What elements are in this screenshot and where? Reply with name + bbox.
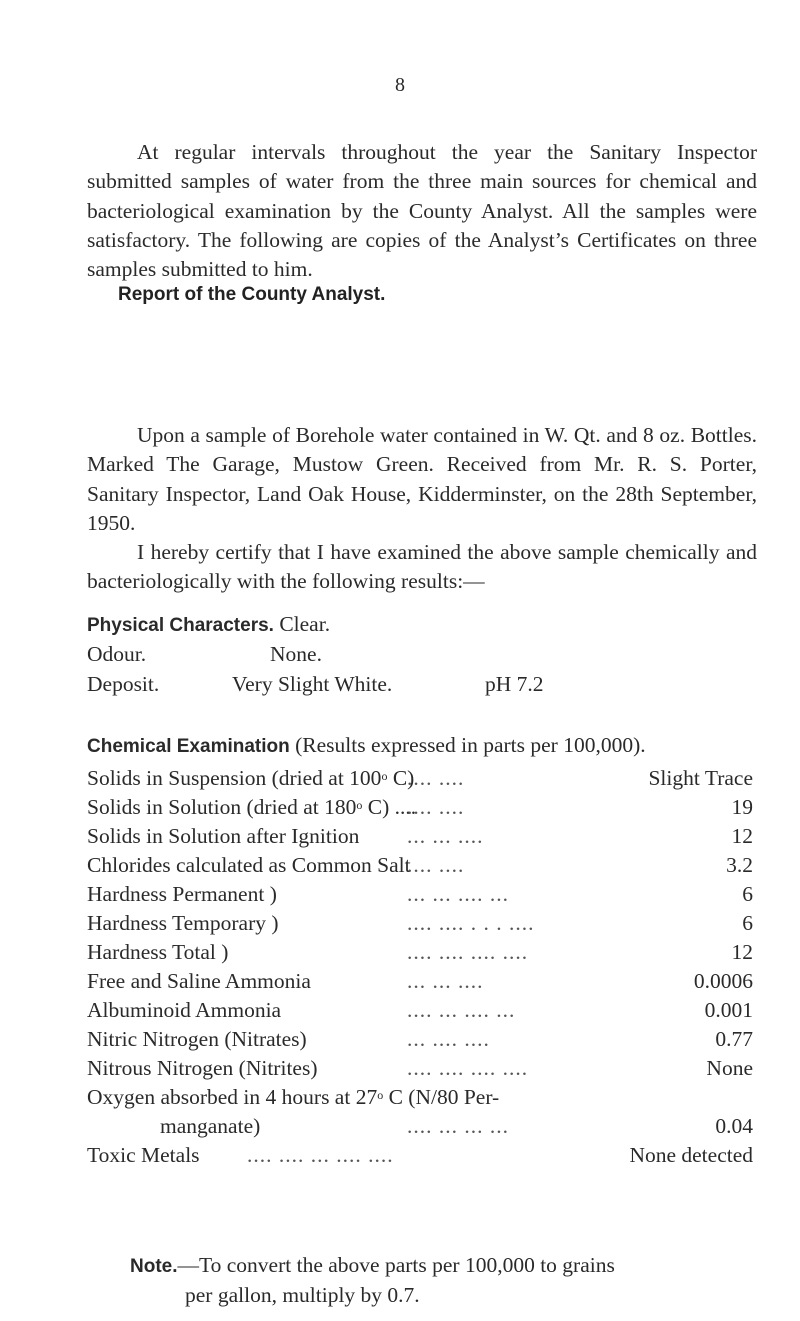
leader-dots: ... ... .... ...: [407, 882, 509, 906]
leader-dots: .... ... ... ...: [407, 1114, 509, 1138]
result-value: None detected: [629, 1143, 753, 1167]
result-row: [87, 996, 753, 1025]
report-heading: Report of the County Analyst.: [118, 284, 386, 305]
deposit-line: [87, 670, 544, 699]
result-row: [87, 1025, 753, 1054]
result-row: [87, 851, 753, 880]
ph-value: pH 7.2: [485, 672, 544, 696]
sample-paragraph: Upon a sample of Borehole water contained in W. Qt. and 8 oz. Bottles. Marked The Garage, Mustow Green. Received from Mr. R. S. Porter, Sanitary Inspector, Land Oak House, Kidderminster, on the 28th September, 1950.: [87, 423, 757, 535]
leader-dots: ... ... ....: [407, 824, 484, 848]
leader-dots: ... ... ....: [407, 969, 484, 993]
result-label: Solids in Solution (dried at 180$^o$ C) ....: [87, 795, 417, 819]
chemical-heading: Chemical Examination: [87, 736, 290, 757]
leader-dots: .... .... . . . ....: [407, 911, 535, 935]
oxygen-row-cont: [87, 1112, 753, 1141]
result-label: Nitric Nitrogen (Nitrates): [87, 1027, 307, 1051]
conversion-note: [130, 1251, 760, 1310]
leader-dots: .... ....: [407, 766, 465, 790]
leader-dots: .... .... .... ....: [407, 1056, 529, 1080]
result-row: [87, 793, 753, 822]
result-value: None: [706, 1056, 753, 1080]
result-row: [87, 909, 753, 938]
leader-dots: ... .... ....: [407, 1027, 490, 1051]
physical-clear: Clear.: [279, 612, 331, 636]
intro-paragraph: At regular intervals throughout the year the Sanitary Inspector submitted samples of water from the three main sources for chemical and bacteriological examination by the County Analyst. All the samples were satisfactory. The following are copies of the Analyst’s Certificates on three samples submitted to him.: [87, 140, 757, 282]
result-value: 19: [731, 795, 753, 819]
result-row: [87, 880, 753, 909]
note-text: —To convert the above parts per 100,000 to grains: [177, 1253, 615, 1277]
physical-heading: Physical Characters.: [87, 615, 274, 636]
result-label: manganate): [160, 1114, 261, 1138]
oxygen-row: [87, 1083, 753, 1112]
result-label: Chlorides calculated as Common Salt: [87, 853, 411, 877]
deposit-value: Very Slight White.: [232, 672, 393, 696]
result-row: [87, 822, 753, 851]
note-text-continued: per gallon, multiply by 0.7.: [185, 1283, 420, 1307]
chemical-results-table: [87, 764, 753, 1170]
result-row: [87, 764, 753, 793]
page-number: 8: [395, 74, 405, 96]
odour-line: [87, 640, 322, 669]
result-label: Oxygen absorbed in 4 hours at 27$^o$ C (N/80 Per-: [87, 1085, 500, 1109]
toxic-row: [87, 1141, 753, 1170]
result-row: [87, 967, 753, 996]
result-row: [87, 1054, 753, 1083]
chemical-subheading: (Results expressed in parts per 100,000).: [295, 733, 646, 757]
result-value: 0.77: [715, 1027, 753, 1051]
leader-dots: .... .... .... ....: [407, 940, 529, 964]
result-row: [87, 938, 753, 967]
odour-value: None.: [270, 642, 322, 666]
result-label: Hardness Total ): [87, 940, 229, 964]
result-value: 0.001: [704, 998, 753, 1022]
result-label: Hardness Permanent ): [87, 882, 277, 906]
leader-dots: .... ... .... ...: [407, 998, 516, 1022]
result-label: Solids in Solution after Ignition: [87, 824, 360, 848]
note-label: Note.: [130, 1256, 178, 1277]
result-value: 0.0006: [693, 969, 753, 993]
result-label: Albuminoid Ammonia: [87, 998, 282, 1022]
chemical-heading-line: [87, 731, 646, 761]
result-value: 12: [731, 824, 753, 848]
result-value: 6: [742, 882, 753, 906]
result-value: 0.04: [715, 1114, 753, 1138]
leader-dots: .... ....: [407, 853, 465, 877]
result-value: Slight Trace: [648, 766, 753, 790]
result-label: Nitrous Nitrogen (Nitrites): [87, 1056, 318, 1080]
result-label: Solids in Suspension (dried at 100$^o$ C): [87, 766, 415, 790]
result-value: 6: [742, 911, 753, 935]
result-label: Free and Saline Ammonia: [87, 969, 311, 993]
leader-dots: .... .... ... .... ....: [247, 1143, 394, 1167]
physical-characters-line: [87, 610, 330, 640]
certify-paragraph: I hereby certify that I have examined the above sample chemically and bacteriologically with the following results:—: [87, 540, 757, 594]
result-label: Toxic Metals: [87, 1143, 200, 1167]
result-value: 12: [731, 940, 753, 964]
deposit-label: Deposit.: [87, 672, 160, 696]
result-label: Hardness Temporary ): [87, 911, 279, 935]
leader-dots: .... ....: [407, 795, 465, 819]
result-value: 3.2: [726, 853, 753, 877]
odour-label: Odour.: [87, 642, 147, 666]
